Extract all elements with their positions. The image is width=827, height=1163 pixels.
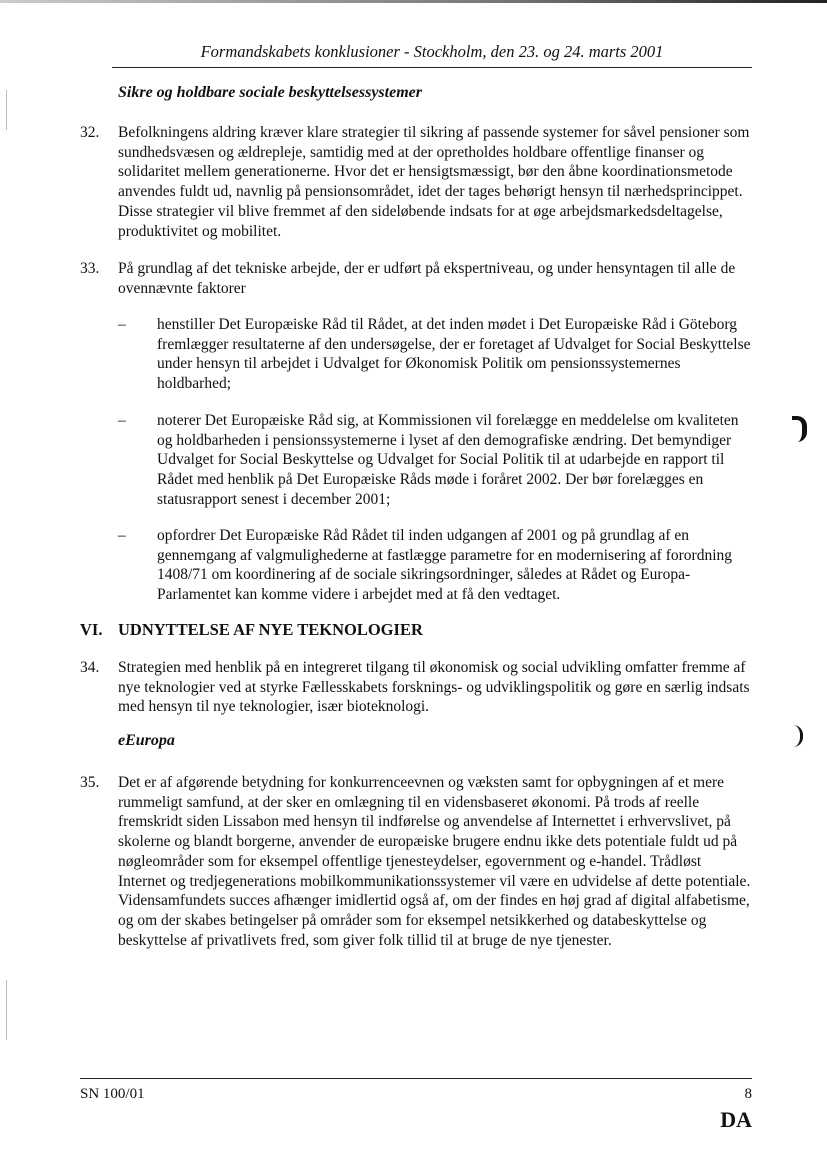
bullet-text: opfordrer Det Europæiske Råd Rådet til inden udgangen af 2001 og på grundlag af en gennemgang af valgmulighederne at fastlægge parametre for en modernisering af forordning 1408/71 om koordinering af de sociale sikringsordninger, således at Rådet og Europa-Parlamentet kan komme videre i arbejdet med at få den vedtaget.	[157, 527, 733, 604]
paragraph-number: 35.	[80, 774, 100, 791]
bullet-text: henstiller Det Europæiske Råd til Rådet, at det inden mødet i Det Europæiske Råd i Göteborg fremlægger resultaterne af den undersøgelse, der er foretaget af Udvalget for Social Beskyttelse under hensyn til arbejdet i Udvalget for Økonomisk Politik om pensionssystemernes holdbarhed;	[157, 316, 751, 393]
footer-rule	[80, 1078, 752, 1079]
paragraph-text: Befolkningens aldring kræver klare strategier til sikring af passende systemer for såvel pensioner som sundhedsvæsen og ældrepleje, samtidig med at der opretholdes holdbare offentlige finanser og solidaritet mellem generationerne. Hvor det er hensigtsmæssigt, bør den åbne koordinationsmetode anvendes fuldt ud, navnlig på pensionsområdet, idet der tages behørigt hensyn til nærhedsprincippet. Disse strategier vil blive fremmet af den sideløbende indsats for at øge arbejdsmarkedsdeltagelse, produktivitet og mobilitet.	[118, 124, 750, 240]
language-code: DA	[720, 1107, 752, 1132]
scan-margin-mark	[6, 90, 7, 130]
scan-hole-mark	[790, 725, 803, 747]
bullet-item	[118, 315, 752, 394]
paragraph-number: 34.	[80, 659, 100, 676]
bullet-text: noterer Det Europæiske Råd sig, at Kommissionen vil forelægge en meddelelse om kvaliteten og holdbarheden i pensionssystemerne i lyset af den demografiske ændring. Det bemyndiger Udvalget for Social Beskyttelse og Udvalget for Social Politik til at udarbejde en rapport til Rådet med henblik på Det Europæiske Råds møde i foråret 2002. Der bør forelægges en statusrapport senest i december 2001;	[157, 412, 739, 508]
scan-hole-mark	[792, 416, 807, 442]
section-subtitle: Sikre og holdbare sociale beskyttelsessystemer	[118, 84, 422, 101]
scan-top-edge	[0, 0, 827, 3]
bullet-item	[118, 411, 752, 510]
bullet-dash: –	[118, 527, 126, 544]
paragraph-text: På grundlag af det tekniske arbejde, der er udført på ekspertniveau, og under hensyntagen til alle de ovennævnte faktorer	[118, 260, 736, 297]
document-reference: SN 100/01	[80, 1086, 145, 1102]
page-number: 8	[744, 1086, 752, 1102]
paragraph-text: Strategien med henblik på en integreret tilgang til økonomisk og social udvikling omfatter fremme af nye teknologier ved at styrke Fællesskabets forsknings- og udviklingspolitik og gøre en særlig indsats med hensyn til nye teknologier, især bioteknologi.	[118, 659, 750, 716]
paragraph-32	[80, 123, 752, 241]
bullet-dash: –	[118, 412, 126, 429]
paragraph-number: 32.	[80, 124, 100, 141]
bullet-dash: –	[118, 316, 126, 333]
section-number: VI.	[80, 620, 103, 639]
paragraph-number: 33.	[80, 260, 100, 277]
section-title: UDNYTTELSE AF NYE TEKNOLOGIER	[118, 620, 423, 639]
bullet-item	[118, 526, 752, 605]
paragraph-33	[80, 259, 752, 298]
running-header: Formandskabets konklusioner - Stockholm, den 23. og 24. marts 2001	[200, 42, 664, 61]
header-rule	[112, 67, 752, 68]
scan-margin-mark	[6, 980, 7, 1040]
paragraph-35	[80, 773, 752, 950]
subheading-eeuropa: eEuropa	[118, 732, 175, 749]
paragraph-34	[80, 658, 752, 717]
paragraph-text: Det er af afgørende betydning for konkurrenceevnen og væksten samt for opbygningen af et mere rummeligt samfund, at der sker en omlægning til en vidensbaseret økonomi. På trods af reelle fremskridt siden Lissabon med hensyn til indførelse og anvendelse af Internettet i erhvervslivet, på skolerne og blandt borgerne, anvender de europæiske brugere endnu ikke dets potentiale fuldt ud på nøgleområder som for eksempel offentlige tjenesteydelser, egovernment og e-handel. Trådløst Internet og tredjegenerations mobilkommunikationssystemer vil være en udvidelse af dette potentiale. Vidensamfundets succes afhænger imidlertid også af, om der findes en høj grad af digital alfabetisme, og om der skabes betingelser på områder som for eksempel netsikkerhed og databeskyttelse og beskyttelse af privatlivets fred, som giver folk tillid til at bruge de nye tjenester.	[118, 774, 751, 949]
